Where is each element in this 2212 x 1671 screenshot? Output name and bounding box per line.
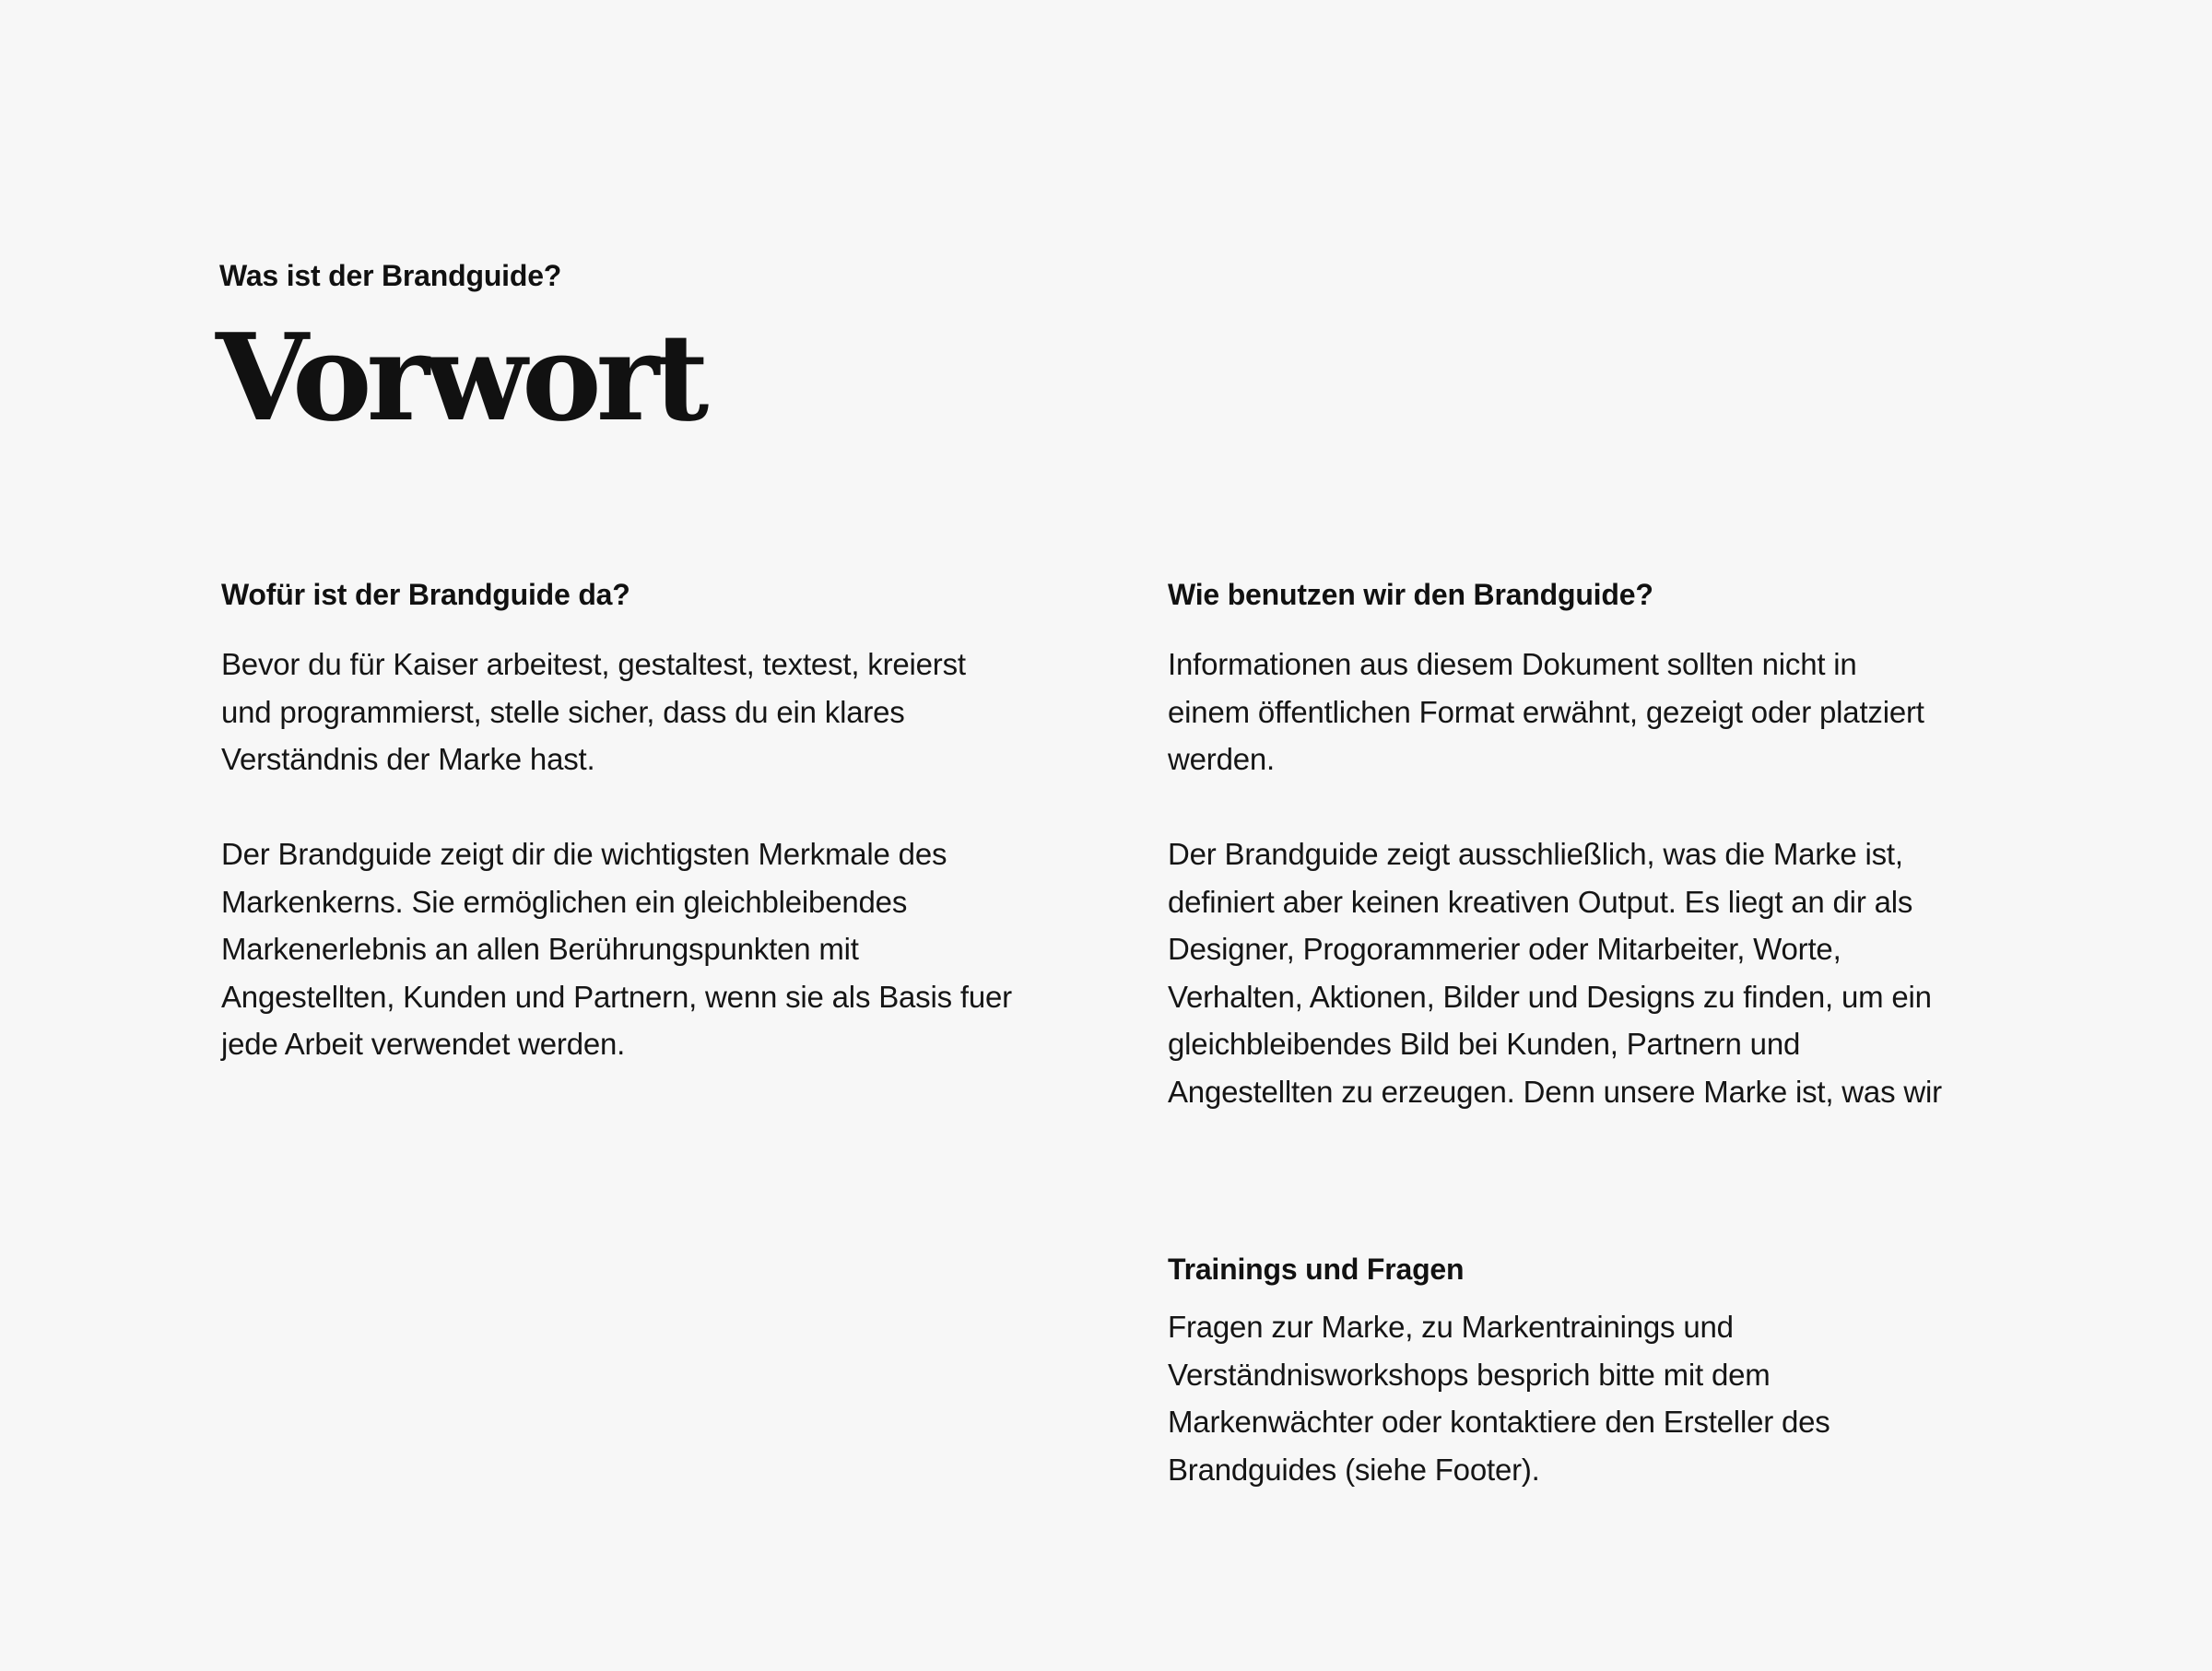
text-line: Verständnisworkshops besprich bitte mit dem: [1168, 1357, 1771, 1392]
paragraph-details: [1168, 830, 1997, 1115]
section-trainings: [1168, 1250, 1997, 1493]
eyebrow-label: Was ist der Brandguide?: [219, 259, 562, 292]
text-line: Markenwächter oder kontaktiere den Ersteller des: [1168, 1405, 1830, 1439]
text-line: definiert aber keinen kreativen Output. Es liegt an dir als: [1168, 884, 1913, 919]
text-line: Der Brandguide zeigt ausschließlich, was die Marke ist,: [1168, 837, 1903, 871]
text-line: Angestellten zu erzeugen. Denn unsere Marke ist, was wir: [1168, 1074, 1942, 1109]
paragraph-details: [221, 830, 1051, 1068]
section-heading: Trainings und Fragen: [1168, 1253, 1465, 1286]
text-line: Designer, Progorammerier oder Mitarbeiter, Worte,: [1168, 932, 1841, 966]
text-line: und programmierst, stelle sicher, dass du ein klares: [221, 694, 905, 729]
text-line: Verhalten, Aktionen, Bilder und Designs zu finden, um ein: [1168, 979, 1932, 1014]
text-line: Bevor du für Kaiser arbeitest, gestaltest, textest, kreierst: [221, 647, 966, 681]
text-line: Verständnis der Marke hast.: [221, 742, 595, 776]
text-line: Angestellten, Kunden und Partnern, wenn sie als Basis fuer: [221, 979, 1012, 1014]
section-heading: Wofür ist der Brandguide da?: [221, 578, 630, 611]
paragraph-intro: [221, 641, 1051, 783]
text-line: Fragen zur Marke, zu Markentrainings und: [1168, 1310, 1734, 1344]
section-heading: Wie benutzen wir den Brandguide?: [1168, 578, 1653, 611]
text-line: Markenkerns. Sie ermöglichen ein gleichbleibendes: [221, 884, 908, 919]
text-line: gleichbleibendes Bild bei Kunden, Partnern und: [1168, 1027, 1801, 1061]
text-line: Informationen aus diesem Dokument sollten nicht in: [1168, 647, 1857, 681]
paragraph-contact: [1168, 1303, 1997, 1493]
text-line: werden.: [1168, 742, 1276, 776]
text-line: jede Arbeit verwendet werden.: [221, 1027, 626, 1061]
page-title: Vorwort: [216, 307, 704, 448]
section-usage: [1168, 575, 1997, 1115]
text-line: Markenerlebnis an allen Berührungspunkten mit: [221, 932, 859, 966]
section-purpose: [221, 575, 1051, 1068]
text-line: Brandguides (siehe Footer).: [1168, 1452, 1540, 1487]
paragraph-intro: [1168, 641, 1997, 783]
text-line: einem öffentlichen Format erwähnt, gezeigt oder platziert: [1168, 694, 1924, 729]
text-line: Der Brandguide zeigt dir die wichtigsten Merkmale des: [221, 837, 947, 871]
